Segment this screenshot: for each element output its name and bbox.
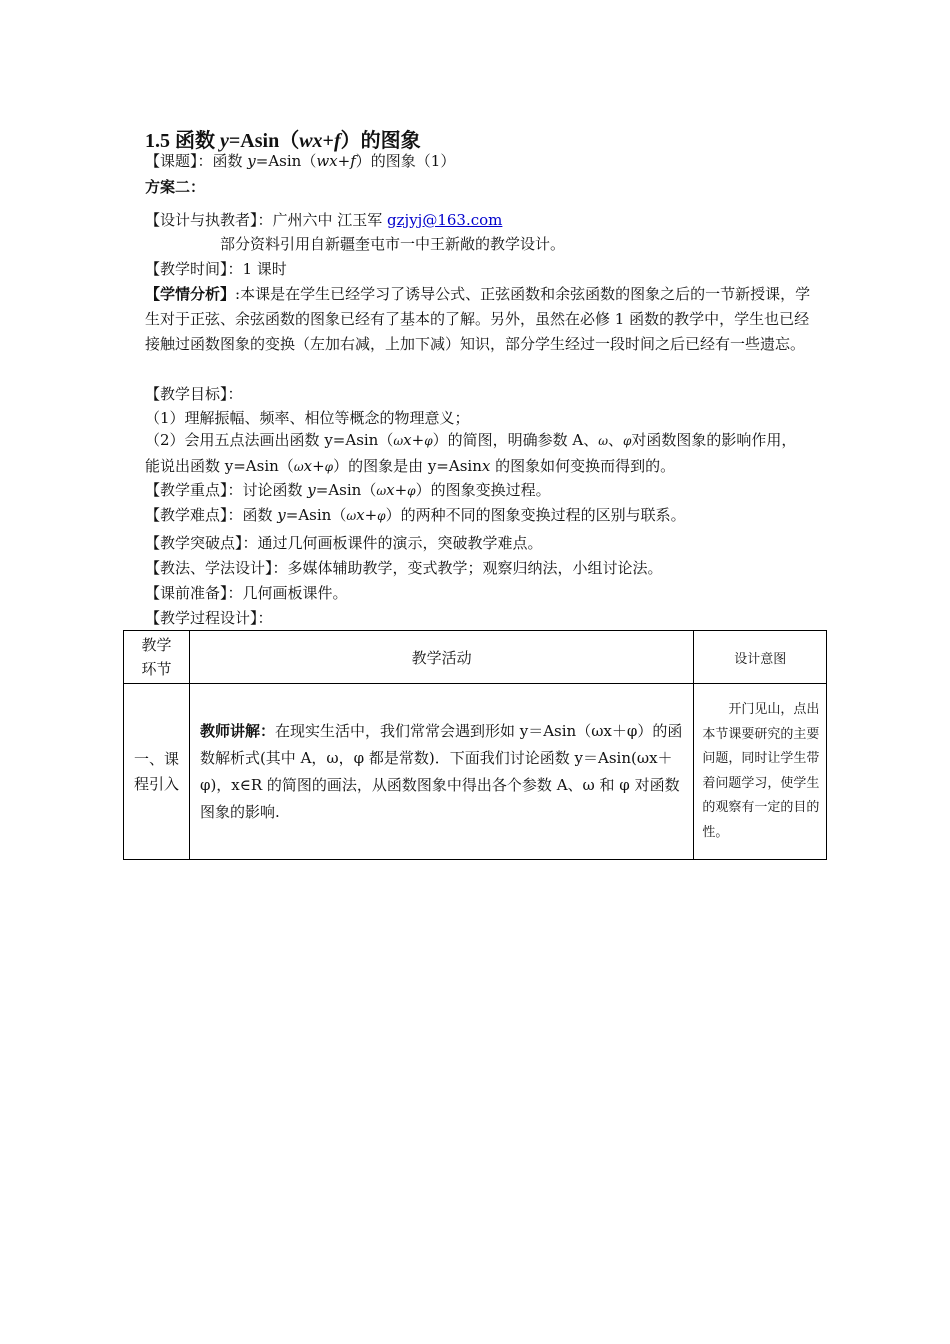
table-row	[124, 684, 827, 860]
header-activity: 教学活动	[189, 631, 693, 684]
analysis-paragraph: 【学情分析】:本课是在学生已经学习了诱导公式、正弦函数和余弦函数的图象之后的一节新授课，学生对于正弦、余弦函数的图象已经有了基本的了解。另外，虽然在必修 1 函数的教学中，学生也已经接触过函数图象的变换（左加右减，上加下减）知识，部分学生经过一段时间之后已经有一些遗忘。	[145, 285, 811, 353]
designer-line: 【设计与执教者】：广州六中 江玉军 gzjyj@163.com	[145, 211, 503, 229]
key-point-line: 【教学重点】：讨论函数 y=Asin（ωx+φ）的图象变换过程。	[145, 481, 551, 499]
intent-cell: 开门见山，点出本节课要研究的主要问题，同时让学生带着问题学习，使学生的观察有一定的目的性。	[694, 684, 827, 860]
difficulty-line: 【教学难点】：函数 y=Asin（ωx+φ）的两种不同的图象变换过程的区别与联系。	[145, 506, 686, 524]
header-intent: 设计意图	[694, 631, 827, 684]
goals-label: 【教学目标】：	[145, 385, 243, 403]
goal-2: （2）会用五点法画出函数 y=Asin（ωx+φ）的简图，明确参数 A、ω、φ对函数图象的影响作用，	[145, 431, 797, 449]
topic-line: 【课题】：函数 y=Asin（wx+f）的图象（1）	[145, 152, 456, 170]
goal-3: 能说出函数 y=Asin（ωx+φ）的图象是由 y=Asinx 的图象如何变换而得到的。	[145, 457, 676, 475]
stage-cell: 一、课程引入	[124, 684, 190, 860]
activity-cell: 教师讲解：在现实生活中，我们常常会遇到形如 y＝Asin（ωx＋φ）的函数解析式(其中 A，ω，φ 都是常数)．下面我们讨论函数 y＝Asin(ωx＋φ)，x∈R 的简图的画法，从函数图象中得出各个参数 A、ω 和 φ 对函数图象的影响.	[189, 684, 693, 860]
methods-line: 【教法、学法设计】：多媒体辅助教学，变式教学；观察归纳法，小组讨论法。	[145, 559, 663, 577]
header-stage: 教学环节	[124, 631, 190, 684]
table-header-row	[124, 631, 827, 684]
breakthrough-line: 【教学突破点】：通过几何画板课件的演示，突破教学难点。	[145, 534, 543, 552]
plan-label: 方案二：	[145, 178, 206, 196]
time-line: 【教学时间】：1 课时	[145, 260, 287, 278]
email-link[interactable]: gzjyj@163.com	[387, 211, 503, 229]
prep-line: 【课前准备】：几何画板课件。	[145, 584, 348, 602]
reference-note: 部分资料引用自新疆奎屯市一中王新敞的教学设计。	[220, 235, 566, 253]
document-title: 1.5 函数 y=Asin（wx+f）的图象	[145, 130, 421, 152]
process-label: 【教学过程设计】：	[145, 609, 273, 627]
goal-1: （1）理解振幅、频率、相位等概念的物理意义；	[145, 409, 470, 427]
process-table	[123, 630, 827, 860]
